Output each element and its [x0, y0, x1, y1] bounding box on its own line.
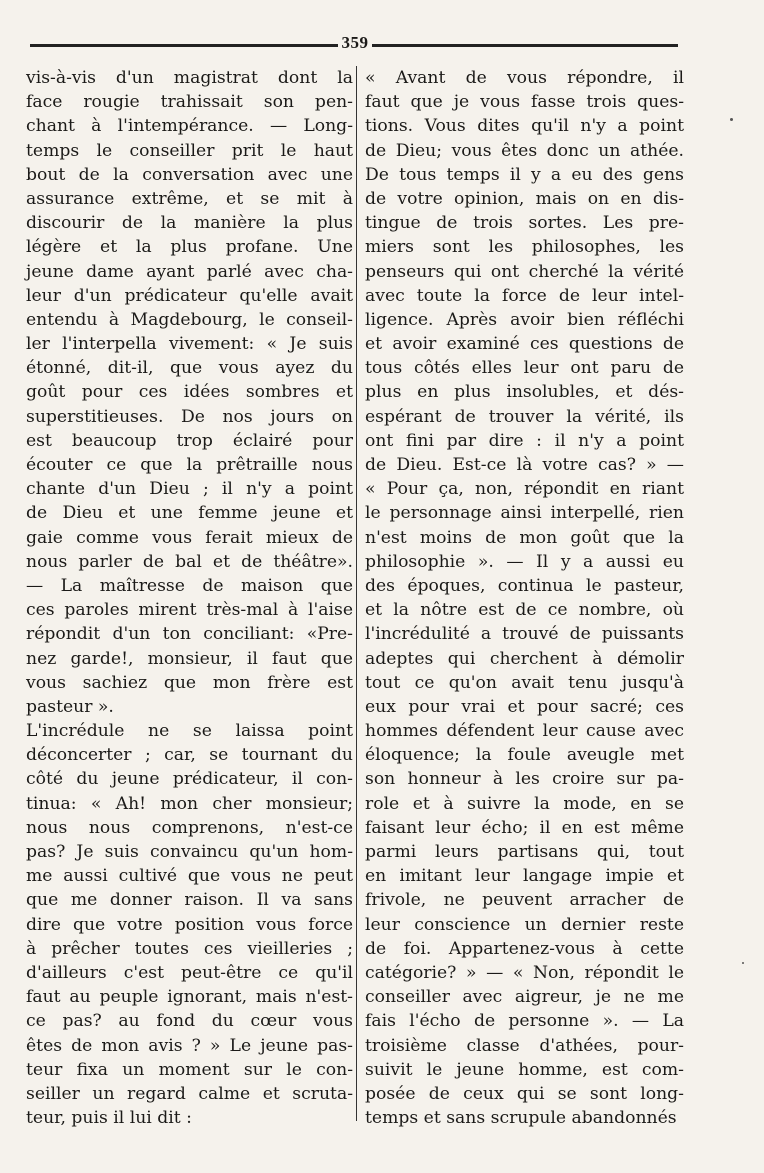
text-line: De tous temps il y a eu des gens [365, 164, 684, 185]
page-number: 359 [338, 33, 372, 53]
text-line: répondit d'un ton conciliant: «Pre- [26, 624, 353, 645]
text-line: jeune dame ayant parlé avec cha- [26, 261, 353, 282]
text-line: « Pour ça, non, répondit en riant [365, 479, 684, 500]
text-line: leur conscience un dernier reste [365, 914, 684, 935]
text-line: suivit le jeune homme, est com- [365, 1059, 684, 1080]
text-line: des époques, continua le pasteur, [365, 575, 684, 596]
paper-speck [742, 962, 744, 964]
text-line: en imitant leur langage impie et [365, 866, 684, 887]
text-line: côté du jeune prédicateur, il con- [26, 769, 353, 790]
text-line: ces paroles mirent très-mal à l'aise [26, 600, 353, 621]
text-line: nous parler de bal et de théâtre». [26, 551, 353, 572]
text-line: chant à l'intempérance. — Long- [26, 116, 353, 137]
text-line: légère et la plus profane. Une [26, 237, 353, 258]
text-line: bout de la conversation avec une [26, 164, 353, 185]
text-line: fais l'écho de personne ». — La [365, 1011, 684, 1032]
text-line: — La maîtresse de maison que [26, 575, 353, 596]
text-line: temps et sans scrupule abandonnés [365, 1108, 677, 1129]
text-line: faut que je vous fasse trois ques- [365, 92, 684, 113]
text-line: et la nôtre est de ce nombre, où [365, 600, 684, 621]
text-line: parmi leurs partisans qui, tout [365, 842, 684, 862]
text-line: ler l'interpella vivement: « Je suis [26, 334, 353, 355]
text-line: me aussi cultivé que vous ne peut [26, 866, 353, 887]
text-line: tions. Vous dites qu'il n'y a point [365, 116, 684, 137]
text-line: étonné, dit-il, que vous ayez du [26, 358, 353, 379]
text-line: seiller un regard calme et scruta- [26, 1083, 353, 1104]
text-line: philosophie ». — Il y a aussi eu [365, 551, 684, 572]
text-line: êtes de mon avis ? » Le jeune pas- [26, 1035, 353, 1056]
text-line: tout ce qu'on avait tenu jusqu'à [365, 672, 684, 693]
text-line: discourir de la manière la plus [26, 213, 353, 234]
text-line: n'est moins de mon goût que la [365, 527, 684, 548]
text-line: conseiller avec aigreur, je ne me [365, 987, 684, 1008]
text-line: troisième classe d'athées, pour- [365, 1035, 684, 1056]
text-line: temps le conseiller prit le haut [26, 140, 353, 161]
text-line: dire que votre position vous force [26, 914, 353, 935]
text-line: teur, puis il lui dit : [26, 1108, 192, 1129]
text-line: entendu à Magdebourg, le conseil- [26, 309, 353, 330]
text-line: catégorie? » — « Non, répondit le [365, 962, 684, 983]
text-line: « Avant de vous répondre, il [365, 68, 684, 88]
text-line: est beaucoup trop éclairé pour [26, 430, 353, 451]
text-line: plus en plus insolubles, et dés- [365, 382, 684, 403]
text-line: écouter ce que la prêtraille nous [26, 455, 353, 475]
text-line: d'ailleurs c'est peut-être ce qu'il [26, 962, 353, 983]
text-line: de foi. Appartenez-vous à cette [365, 938, 684, 959]
text-line: face rougie trahissait son pen- [26, 92, 353, 113]
text-line: assurance extrême, et se mit à [26, 188, 353, 209]
text-line: pasteur ». [26, 696, 114, 717]
text-line: superstitieuses. De nos jours on [26, 406, 353, 427]
text-line: adeptes qui cherchent à démolir [365, 648, 684, 669]
text-line: L'incrédule ne se laissa point [26, 721, 353, 742]
text-line: avec toute la force de leur intel- [365, 285, 684, 306]
text-line: role et à suivre la mode, en se [365, 793, 684, 814]
paper-speck [730, 118, 733, 121]
right-column [365, 66, 684, 1130]
text-line: ont fini par dire : il n'y a point [365, 430, 684, 451]
text-line: leur d'un prédicateur qu'elle avait [26, 285, 353, 306]
text-line: le personnage ainsi interpellé, rien [365, 503, 684, 524]
text-line: miers sont les philosophes, les [365, 237, 684, 258]
text-line: déconcerter ; car, se tournant du [26, 745, 353, 766]
text-line: teur fixa un moment sur le con- [26, 1059, 353, 1080]
text-line: éloquence; la foule aveugle met [365, 745, 684, 766]
text-line: ligence. Après avoir bien réfléchi [365, 309, 684, 330]
text-line: chante d'un Dieu ; il n'y a point [26, 479, 353, 500]
text-line: ce pas? au fond du cœur vous [26, 1011, 353, 1032]
text-line: tous côtés elles leur ont paru de [365, 358, 684, 379]
text-line: frivole, ne peuvent arracher de [365, 890, 684, 911]
left-column [26, 66, 353, 1130]
text-line: nez garde!, monsieur, il faut que [26, 648, 353, 669]
text-line: tinua: « Ah! mon cher monsieur; [26, 793, 353, 814]
text-line: tingue de trois sortes. Les pre- [365, 213, 684, 234]
text-line: que me donner raison. Il va sans [26, 890, 353, 911]
text-line: penseurs qui ont cherché la vérité [365, 261, 684, 282]
text-line: de votre opinion, mais on en dis- [365, 188, 684, 209]
text-line: de Dieu et une femme jeune et [26, 503, 353, 524]
column-divider [356, 66, 357, 1121]
text-line: nous nous comprenons, n'est-ce [26, 817, 353, 838]
text-line: goût pour ces idées sombres et [26, 382, 353, 403]
text-line: de Dieu. Est-ce là votre cas? » — [365, 455, 684, 475]
text-line: faisant leur écho; il en est même [365, 817, 684, 838]
text-line: de Dieu; vous êtes donc un athée. [365, 140, 684, 161]
text-line: vous sachiez que mon frère est [26, 672, 353, 693]
text-line: gaie comme vous ferait mieux de [26, 527, 353, 548]
text-line: faut au peuple ignorant, mais n'est- [26, 987, 353, 1008]
text-line: pas? Je suis convaincu qu'un hom- [26, 842, 353, 862]
text-line: espérant de trouver la vérité, ils [365, 406, 684, 427]
text-line: posée de ceux qui se sont long- [365, 1083, 684, 1104]
text-line: eux pour vrai et pour sacré; ces [365, 696, 684, 717]
text-line: et avoir examiné ces questions de [365, 334, 684, 355]
text-line: son honneur à les croire sur pa- [365, 769, 684, 790]
text-line: vis-à-vis d'un magistrat dont la [26, 68, 353, 88]
text-line: hommes défendent leur cause avec [365, 721, 684, 742]
text-line: à prêcher toutes ces vieilleries ; [26, 938, 353, 959]
text-line: l'incrédulité a trouvé de puissants [365, 624, 684, 645]
